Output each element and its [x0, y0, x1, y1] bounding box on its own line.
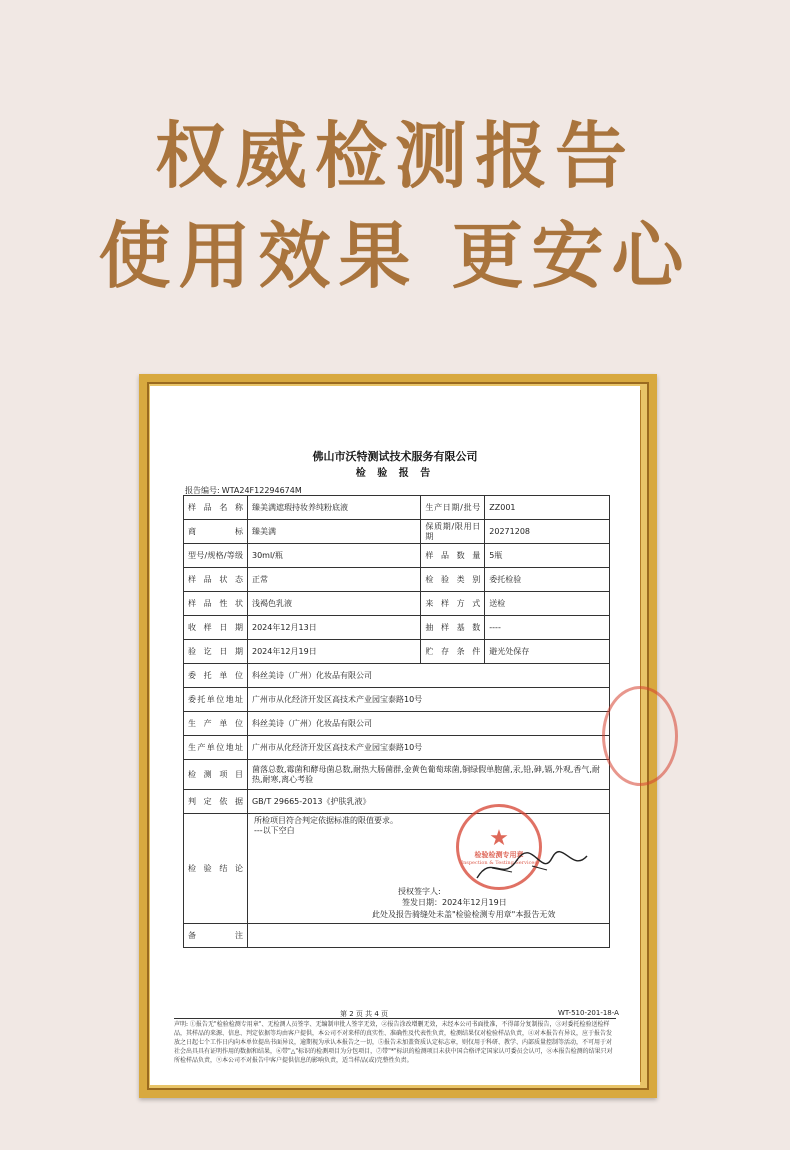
issue-label: 签发日期： [401, 898, 442, 907]
value-brand: 臻美满 [247, 520, 420, 544]
inspection-report-document [150, 386, 640, 1085]
value-prod-date: ZZ001 [485, 496, 610, 520]
label-client-address: 委托单位地址 [184, 688, 248, 712]
conclusion-line-1: 所检项目符合判定依据标准的限值要求。 [253, 816, 398, 825]
label-sample-source: 来样方式 [421, 592, 485, 616]
side-seal-stamp [602, 686, 678, 786]
label-remark: 备注 [184, 924, 248, 948]
value-shelf-life: 20271208 [485, 520, 610, 544]
label-receive-date: 收样日期 [184, 616, 248, 640]
label-sample-nature: 样品性状 [184, 592, 248, 616]
signer-label: 授权签字人: [397, 887, 441, 896]
value-complete-date: 2024年12月19日 [247, 640, 420, 664]
stamp-star-icon: ★ [489, 826, 509, 851]
report-number-label: 报告编号: [185, 486, 220, 495]
label-inspection-type: 检验类别 [421, 568, 485, 592]
label-client: 委托单位 [184, 664, 248, 688]
report-title: 检 验 报 告 [355, 468, 435, 479]
label-prod-date: 生产日期/批号 [421, 496, 485, 520]
disclaimer-text: 声明: ①报告无"检验检测专用章"、无检测人员签字、无编制审批人签字无效，②报告涂改增删无效，未经本公司书面批准，不得部分复制报告，③对委托检验送检样品，其样品的来源、信息、判定依据等均由客户提供，本公司不对来样的真实性、准确性及代表性负责，检测结果仅对检验样品负责，④对本报告有异议，应于报告发放之日起七个工作日内向本单位提出书面异议，逾期视为承认本报告之一切，⑤报告未加盖资质认定标志章，则仅用于科研、教学、内部质量控制等活动，不可用于对社会出具具有证明作用的数据和结果，⑥带"△"标识的检测项目为分包项目，⑦带"*"标识的检测项目未获中国合格评定国家认可委员会认可，⑧本报告检测的结果只对所检样品负责，⑨本公司不对报告中客户提供信息的影响负责，适当样品(或)完整性负责。 [174, 1021, 613, 1064]
label-model: 型号/规格/等级 [184, 544, 248, 568]
footer-divider [174, 1018, 616, 1019]
value-quantity: 5瓶 [485, 544, 610, 568]
label-sample-name: 样品名称 [184, 496, 248, 520]
value-remark [247, 924, 609, 948]
label-basis: 判定依据 [184, 790, 248, 814]
label-quantity: 样品数量 [421, 544, 485, 568]
headline-line-2: 使用效果 更安心 [98, 213, 692, 298]
seal-note: 此处及报告骑缝处未盖"检验检测专用章"本报告无效 [371, 910, 556, 919]
issue-date-line [398, 897, 507, 908]
value-producer-address: 广州市从化经济开发区高技术产业园宝泰路10号 [247, 736, 609, 760]
label-sample-base: 抽样基数 [421, 616, 485, 640]
label-conclusion: 检验结论 [184, 814, 248, 924]
label-complete-date: 验讫日期 [184, 640, 248, 664]
company-name: 佛山市沃特测试技术服务有限公司 [312, 450, 478, 463]
conclusion-line-2: ---以下空白 [253, 826, 295, 835]
label-storage: 贮存条件 [421, 640, 485, 664]
value-client: 科丝美诗（广州）化妆品有限公司 [247, 664, 609, 688]
value-inspection-type: 委托检验 [485, 568, 610, 592]
stamp-name: 检验检测专用章 [474, 850, 524, 859]
value-test-items: 菌落总数,霉菌和酵母菌总数,耐热大肠菌群,金黄色葡萄球菌,铜绿假单胞菌,汞,铅,砷,镉,外观,香气,耐热,耐寒,离心考验 [247, 760, 609, 790]
value-client-address: 广州市从化经济开发区高技术产业园宝泰路10号 [247, 688, 609, 712]
value-receive-date: 2024年12月13日 [247, 616, 420, 640]
report-number-value: WTA24F12294674M [221, 486, 302, 495]
issue-date: 2024年12月19日 [441, 898, 507, 907]
label-sample-state: 样品状态 [184, 568, 248, 592]
value-producer: 科丝美诗（广州）化妆品有限公司 [247, 712, 609, 736]
value-storage: 避光处保存 [485, 640, 610, 664]
value-sample-base: ---- [485, 616, 610, 640]
headline-line-1: 权威检测报告 [154, 113, 635, 198]
page-info: 第 2 页 共 4 页 [340, 1010, 389, 1018]
value-sample-state: 正常 [247, 568, 420, 592]
form-code: WT-510-201-18-A [558, 1009, 619, 1017]
value-sample-nature: 浅褐色乳液 [247, 592, 420, 616]
value-model: 30ml/瓶 [247, 544, 420, 568]
label-test-items: 检测项目 [184, 760, 248, 790]
label-shelf-life: 保质期/限用日期 [421, 520, 485, 544]
stamp-english: Inspection & Testing Services [461, 860, 537, 866]
value-sample-name: 臻美满遮瑕持妆养纯粉底液 [247, 496, 420, 520]
value-sample-source: 送检 [485, 592, 610, 616]
handwritten-signature [472, 848, 592, 888]
value-basis: GB/T 29665-2013《护肤乳液》 [247, 790, 609, 814]
label-brand: 商标 [184, 520, 248, 544]
label-producer-address: 生产单位地址 [184, 736, 248, 760]
label-producer: 生产单位 [184, 712, 248, 736]
